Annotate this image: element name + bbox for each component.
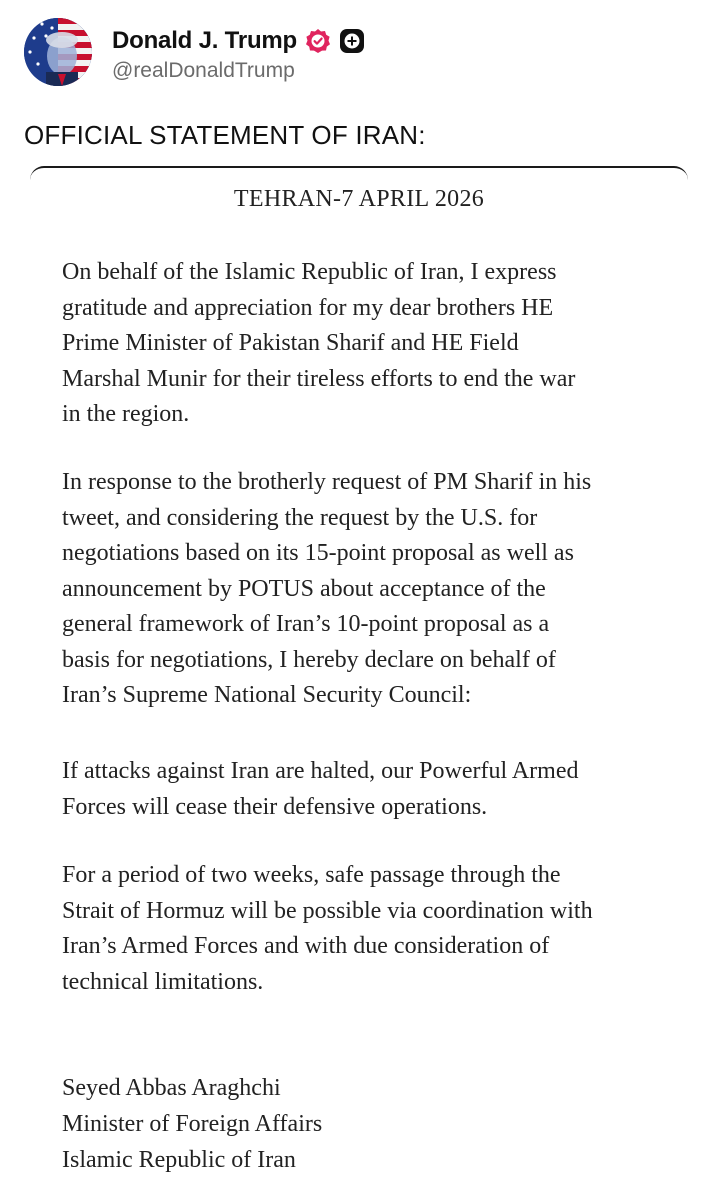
attached-document-image[interactable] [30,166,688,1200]
document-paragraph: If attacks against Iran are halted, our Powerful Armed Forces will cease their defensive operations. [62,758,579,820]
document-paragraph: For a period of two weeks, safe passage through the Strait of Hormuz will be possible via coordination with Iran’s Armed Forces and with due consideration of technical limitations. [62,862,593,995]
display-name[interactable]: Donald J. Trump [112,27,298,54]
signatory-title: Minister of Foreign Affairs [62,1111,323,1137]
verified-badge-icon [305,28,331,54]
document-heading: TEHRAN-7 APRIL 2026 [233,186,485,212]
document-paragraph: In response to the brotherly request of PM Sharif in his tweet, and considering the request by the U.S. for negotiations based on its 15-point proposal as well as announcement by POTUS about acceptance of the general framework of Iran’s 10-point proposal as a basis for negotiations, I hereby declare on behalf of Iran’s Supreme National Security Council: [62,469,592,708]
document-signature [62,1070,672,1178]
author-handle[interactable]: @realDonaldTrump [112,59,295,82]
avatar[interactable] [24,18,92,86]
name-row [112,26,365,56]
signatory-name: Seyed Abbas Araghchi [62,1075,281,1101]
plus-badge-icon [339,28,365,54]
author-identity [112,26,365,83]
post-text: OFFICIAL STATEMENT OF IRAN: [24,120,426,150]
post-header [24,18,684,88]
document-paragraph: On behalf of the Islamic Republic of Iran, I express gratitude and appreciation for my dear brothers HE Prime Minister of Pakistan Sharif and HE Field Marshal Munir for their tireless efforts to end the war in the region. [62,259,576,427]
avatar-image [24,18,92,86]
signatory-country: Islamic Republic of Iran [62,1147,296,1173]
